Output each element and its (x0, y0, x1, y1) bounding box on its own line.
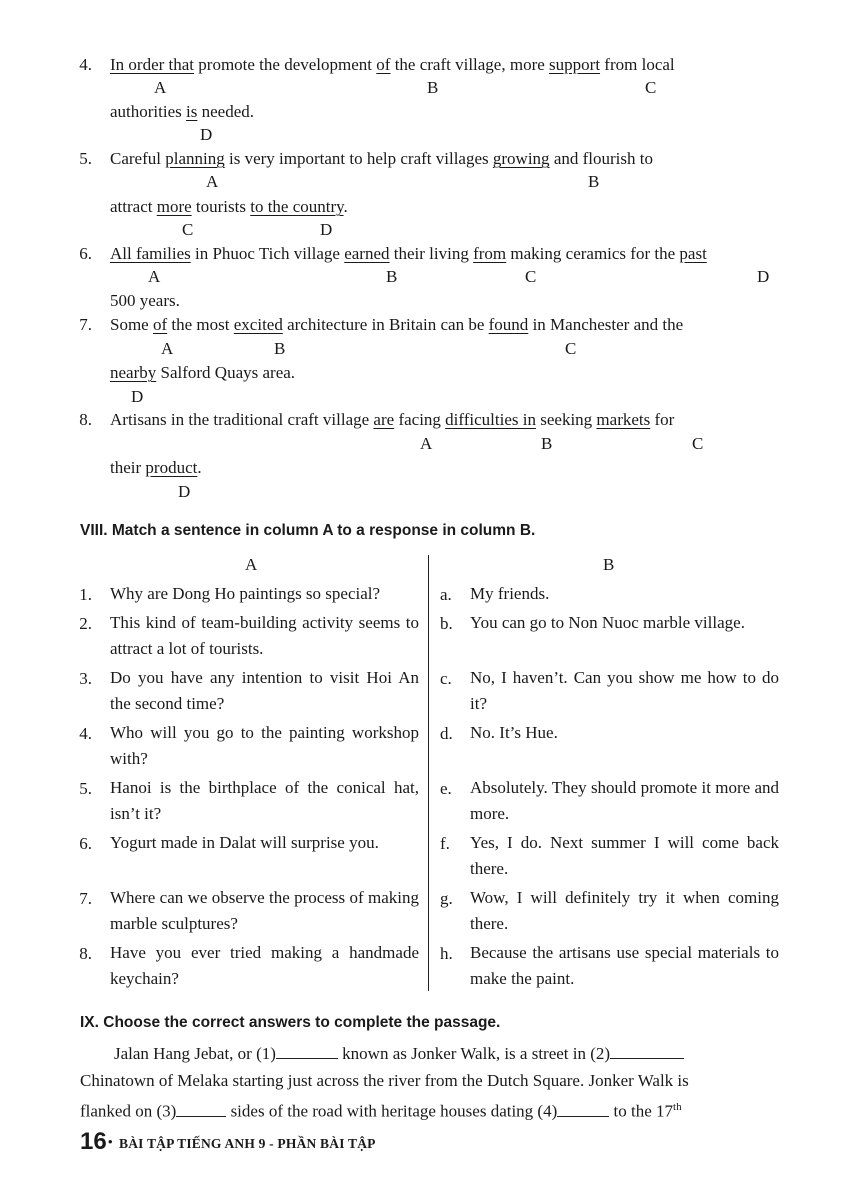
letter-b: B (541, 434, 553, 453)
letter-b: B (588, 172, 600, 191)
text: . (197, 458, 202, 477)
row-number: 7. (79, 889, 92, 908)
option-a: In order that (110, 55, 195, 74)
passage-line-2: Chinatown of Melaka starting just across the river from the Dutch Square. Jonker Walk is (80, 1071, 689, 1090)
option-a: All families (110, 244, 191, 263)
option-a: are (373, 410, 395, 429)
row-number: 2. (79, 614, 92, 633)
text: . (343, 197, 348, 216)
letter-a: A (148, 267, 161, 286)
blank-2[interactable] (610, 1044, 684, 1059)
row-number: 8. (79, 944, 92, 963)
option-c: more (156, 197, 192, 216)
option-d: is (186, 102, 198, 121)
response-b: Wow, I will definitely try it when coming there. (470, 888, 779, 933)
sentence-a: Yogurt made in Dalat will surprise you. (110, 833, 379, 852)
section-8-heading: VIII. Match a sentence in column A to a response in column B. (80, 522, 536, 539)
text: to the 17 (609, 1101, 674, 1121)
row-number: 6. (79, 834, 92, 853)
sentence-a: Do you have any intention to visit Hoi An the second time? (110, 668, 419, 713)
row-letter: e. (440, 779, 452, 798)
column-divider (428, 555, 429, 991)
text: promote the development (194, 55, 377, 74)
response-b: No, I haven’t. Can you show me how to do it? (470, 668, 779, 713)
letter-d: D (757, 267, 770, 286)
row-number: 3. (79, 669, 92, 688)
option-b: growing (492, 149, 550, 168)
column-b-header: B (603, 555, 615, 574)
item-4-line-2 (110, 102, 254, 122)
text: from local (600, 55, 675, 74)
item-4-line-1 (110, 55, 675, 75)
text: attract (110, 197, 157, 216)
option-a: planning (165, 149, 225, 168)
passage-line-3 (80, 1094, 780, 1125)
item-number: 6. (79, 244, 92, 263)
letter-d: D (178, 482, 191, 501)
text: Careful (110, 149, 166, 168)
blank-1[interactable] (276, 1044, 338, 1059)
text: the most (167, 315, 234, 334)
letter-c: C (525, 267, 537, 286)
text: Salford Quays area. (156, 363, 296, 382)
response-b: Yes, I do. Next summer I will come back there. (470, 833, 779, 878)
text: Artisans in the traditional craft village (110, 410, 374, 429)
option-d: product (145, 458, 198, 477)
row-letter: g. (440, 889, 453, 908)
text: Some (110, 315, 153, 334)
text: Jalan Hang Jebat, or (1) (114, 1044, 276, 1063)
passage-line-1 (80, 1041, 814, 1067)
text: seeking (535, 410, 597, 429)
superscript: th (673, 1101, 682, 1113)
row-letter: f. (440, 834, 450, 853)
row-letter: c. (440, 669, 452, 688)
item-7-line-2 (110, 363, 295, 383)
option-b: excited (233, 315, 283, 334)
text: their living (389, 244, 474, 263)
sentence-a: Have you ever tried making a handmade keychain? (110, 943, 419, 988)
letter-b: B (274, 339, 286, 358)
sentence-a: Why are Dong Ho paintings so special? (110, 584, 381, 603)
text: facing (394, 410, 446, 429)
item-7-line-1 (110, 315, 683, 335)
text: their (110, 458, 146, 477)
text: needed. (197, 102, 254, 121)
item-number: 5. (79, 149, 92, 168)
item-8-line-1 (110, 410, 674, 430)
letter-d: D (200, 125, 213, 144)
text: sides of the road with heritage houses dating (4) (226, 1101, 558, 1121)
item-number: 8. (79, 410, 92, 429)
option-b: difficulties in (445, 410, 536, 429)
row-letter: b. (440, 614, 453, 633)
text: known as Jonker Walk, is a street in (2) (337, 1044, 611, 1063)
option-c: support (549, 55, 601, 74)
sentence-a: Where can we observe the process of making marble sculptures? (110, 888, 419, 933)
letter-d: D (320, 220, 333, 239)
item-5-line-1 (110, 149, 653, 169)
option-d: nearby (110, 363, 157, 382)
response-b: Absolutely. They should promote it more and more. (470, 778, 779, 823)
option-c: from (473, 244, 507, 263)
letter-d: D (131, 387, 144, 406)
text: authorities (110, 102, 187, 121)
column-a-header: A (245, 555, 258, 574)
row-letter: d. (440, 724, 453, 743)
letter-a: A (154, 78, 167, 97)
option-c: markets (596, 410, 651, 429)
letter-c: C (645, 78, 657, 97)
letter-b: B (386, 267, 398, 286)
text: making ceramics for the (506, 244, 680, 263)
row-number: 1. (79, 585, 92, 604)
text: in Manchester and the (528, 315, 684, 334)
option-a: of (152, 315, 168, 334)
letter-c: C (565, 339, 577, 358)
letter-c: C (182, 220, 194, 239)
item-8-line-2 (110, 458, 202, 478)
letter-a: A (420, 434, 433, 453)
option-b: of (376, 55, 391, 74)
text: is very important to help craft villages (224, 149, 493, 168)
item-number: 4. (79, 55, 92, 74)
row-letter: a. (440, 585, 452, 604)
sentence-a: Hanoi is the birthplace of the conical hat, isn’t it? (110, 778, 419, 823)
item-5-line-2 (110, 197, 348, 217)
option-d: to the country (250, 197, 344, 216)
text: and flourish to (549, 149, 653, 168)
item-number: 7. (79, 315, 92, 334)
letter-b: B (427, 78, 439, 97)
sentence-a: This kind of team-building activity seems to attract a lot of tourists. (110, 613, 419, 658)
footer-title: BÀI TẬP TIẾNG ANH 9 - PHẦN BÀI TẬP (119, 1136, 376, 1151)
response-b: My friends. (470, 584, 550, 603)
option-d: past (679, 244, 707, 263)
item-6-line-1 (110, 244, 707, 264)
letter-c: C (692, 434, 704, 453)
blank-3[interactable] (176, 1102, 226, 1117)
row-letter: h. (440, 944, 453, 963)
text: tourists (191, 197, 251, 216)
text: architecture in Britain can be (282, 315, 489, 334)
blank-4[interactable] (557, 1102, 609, 1117)
page-number: 16 (80, 1128, 107, 1155)
response-b: No. It’s Hue. (470, 723, 558, 742)
row-number: 5. (79, 779, 92, 798)
sentence-a: Who will you go to the painting workshop with? (110, 723, 419, 768)
item-6-line-2: 500 years. (110, 291, 180, 310)
response-b: You can go to Non Nuoc marble village. (470, 613, 745, 632)
row-number: 4. (79, 724, 92, 743)
text: the craft village, more (390, 55, 550, 74)
letter-a: A (161, 339, 174, 358)
letter-a: A (206, 172, 219, 191)
option-c: found (488, 315, 529, 334)
response-b: Because the artisans use special materials to make the paint. (470, 943, 779, 988)
text: for (650, 410, 675, 429)
option-b: earned (344, 244, 390, 263)
text: in Phuoc Tich village (190, 244, 345, 263)
section-9-heading: IX. Choose the correct answers to complete the passage. (80, 1014, 501, 1031)
footer-bullet: • (108, 1134, 113, 1149)
text: flanked on (3) (80, 1101, 177, 1121)
